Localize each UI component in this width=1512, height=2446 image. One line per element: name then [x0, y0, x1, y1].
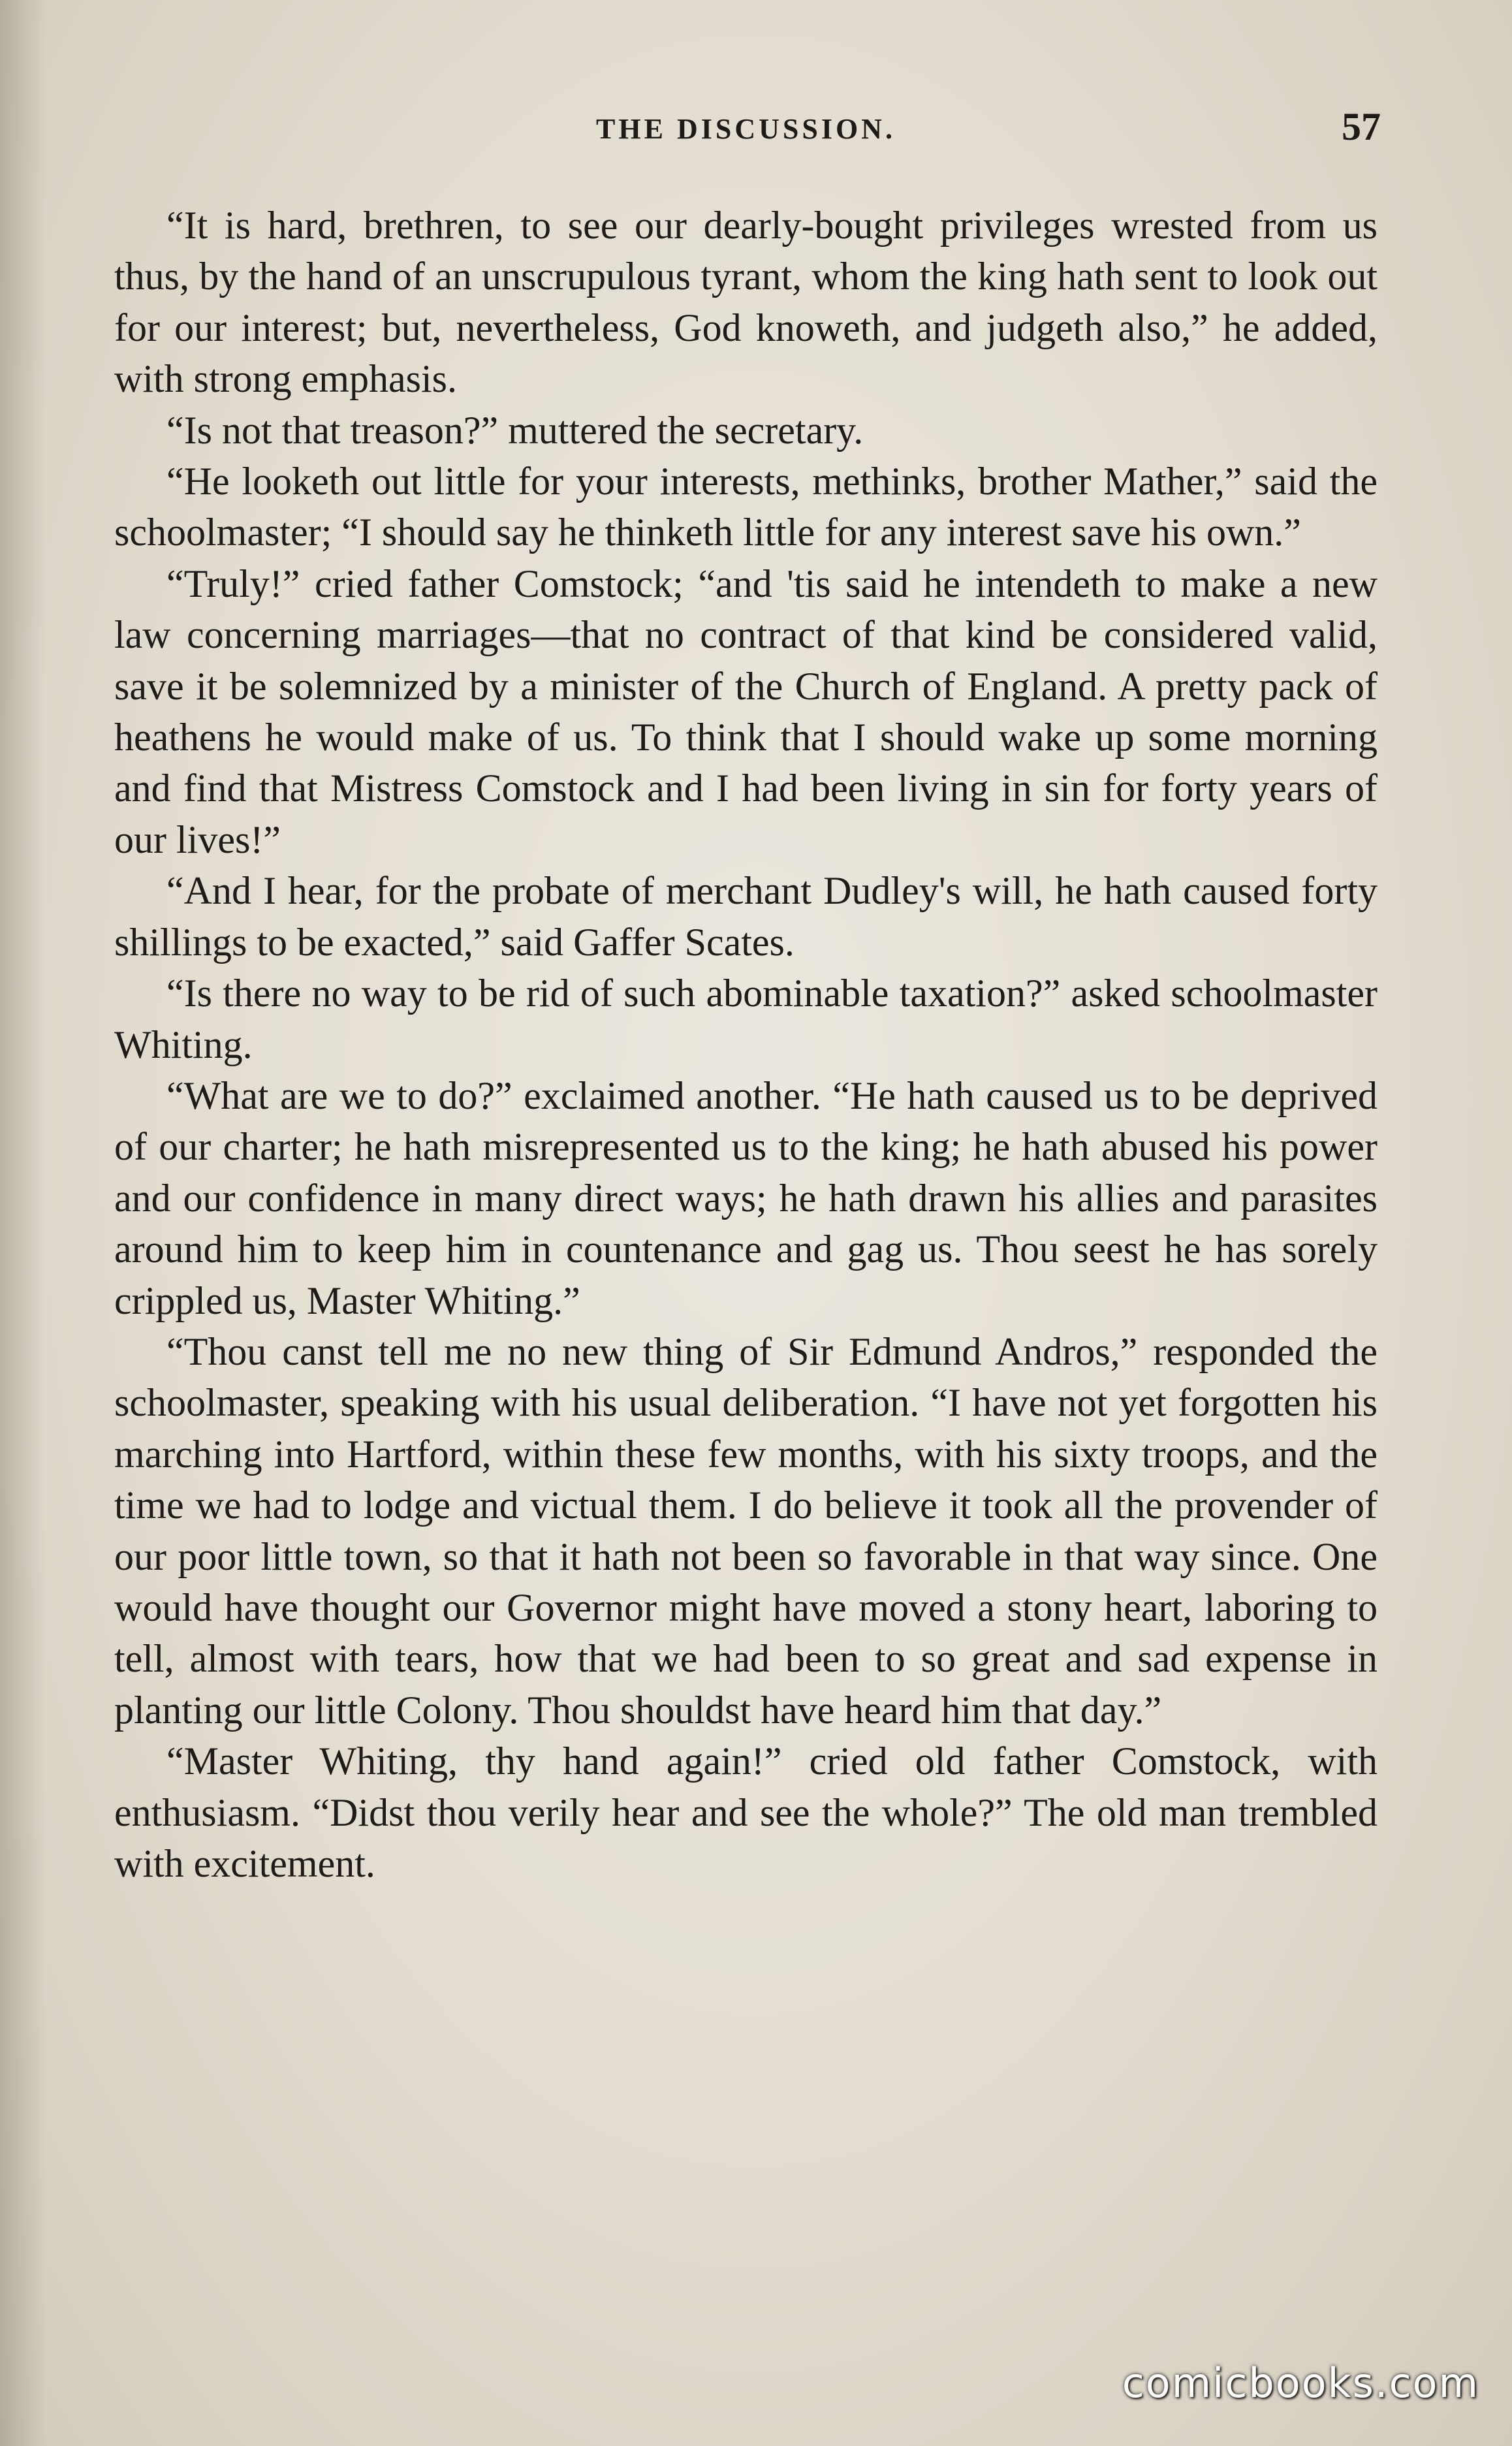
- body-text: [114, 200, 1378, 1889]
- paragraph-1: “It is hard, brethren, to see our dearly-bought privileges wrested from us thus, by the hand of an unscrupulous tyrant, whom the king hath sent to look out for our interest; but, nevertheless, God knoweth, and judgeth also,” he added, with strong emphasis.: [114, 204, 1378, 401]
- paragraph-6: “Is there no way to be rid of such abominable taxation?” asked schoolmaster Whiting.: [114, 972, 1378, 1066]
- paragraph-5: “And I hear, for the probate of merchant Dudley's will, he hath caused forty shillings to be exacted,” said Gaffer Scates.: [114, 869, 1378, 964]
- paragraph-9: “Master Whiting, thy hand again!” cried old father Comstock, with enthusiasm. “Didst thou verily hear and see the whole?” The old man trembled with excitement.: [114, 1739, 1378, 1885]
- paragraph-7: “What are we to do?” exclaimed another. “He hath caused us to be deprived of our charter; he hath misrepresented us to the king; he hath abused his power and our confidence in many direct ways; he hath drawn his allies and parasites around him to keep him in countenance and gag us. Thou seest he has sorely crippled us, Master Whiting.”: [114, 1073, 1378, 1322]
- watermark: comicbooks.com: [1122, 2359, 1479, 2407]
- page-edge-shadow: [0, 0, 46, 2446]
- page-header: [111, 104, 1381, 157]
- paragraph-3: “He looketh out little for your interests, methinks, brother Mather,” said the schoolmaster; “I should say he thinketh little for any interest save his own.”: [114, 460, 1378, 554]
- paragraph-8: “Thou canst tell me no new thing of Sir Edmund Andros,” responded the schoolmaster, speaking with his usual deliberation. “I have not yet forgotten his marching into Hartford, within these few months, with his sixty troops, and the time we had to lodge and victual them. I do believe it took all the provender of our poor little town, so that it hath not been so favorable in that way since. One would have thought our Governor might have moved a stony heart, laboring to tell, almost with tears, how that we had been to so great and sad expense in planting our little Colony. Thou shouldst have heard him that day.”: [114, 1329, 1378, 1732]
- page-number: 57: [1342, 105, 1381, 148]
- paragraph-2: “Is not that treason?” muttered the secretary.: [166, 408, 864, 452]
- paragraph-4: “Truly!” cried father Comstock; “and 'tis said he intendeth to make a new law concerning marriages—that no contract of that kind be considered valid, save it be solemnized by a minister of the Church of England. A pretty pack of heathens he would make of us. To think that I should wake up some morning and find that Mistress Comstock and I had been living in sin for forty years of our lives!”: [114, 562, 1378, 861]
- running-head: THE DISCUSSION.: [596, 113, 896, 145]
